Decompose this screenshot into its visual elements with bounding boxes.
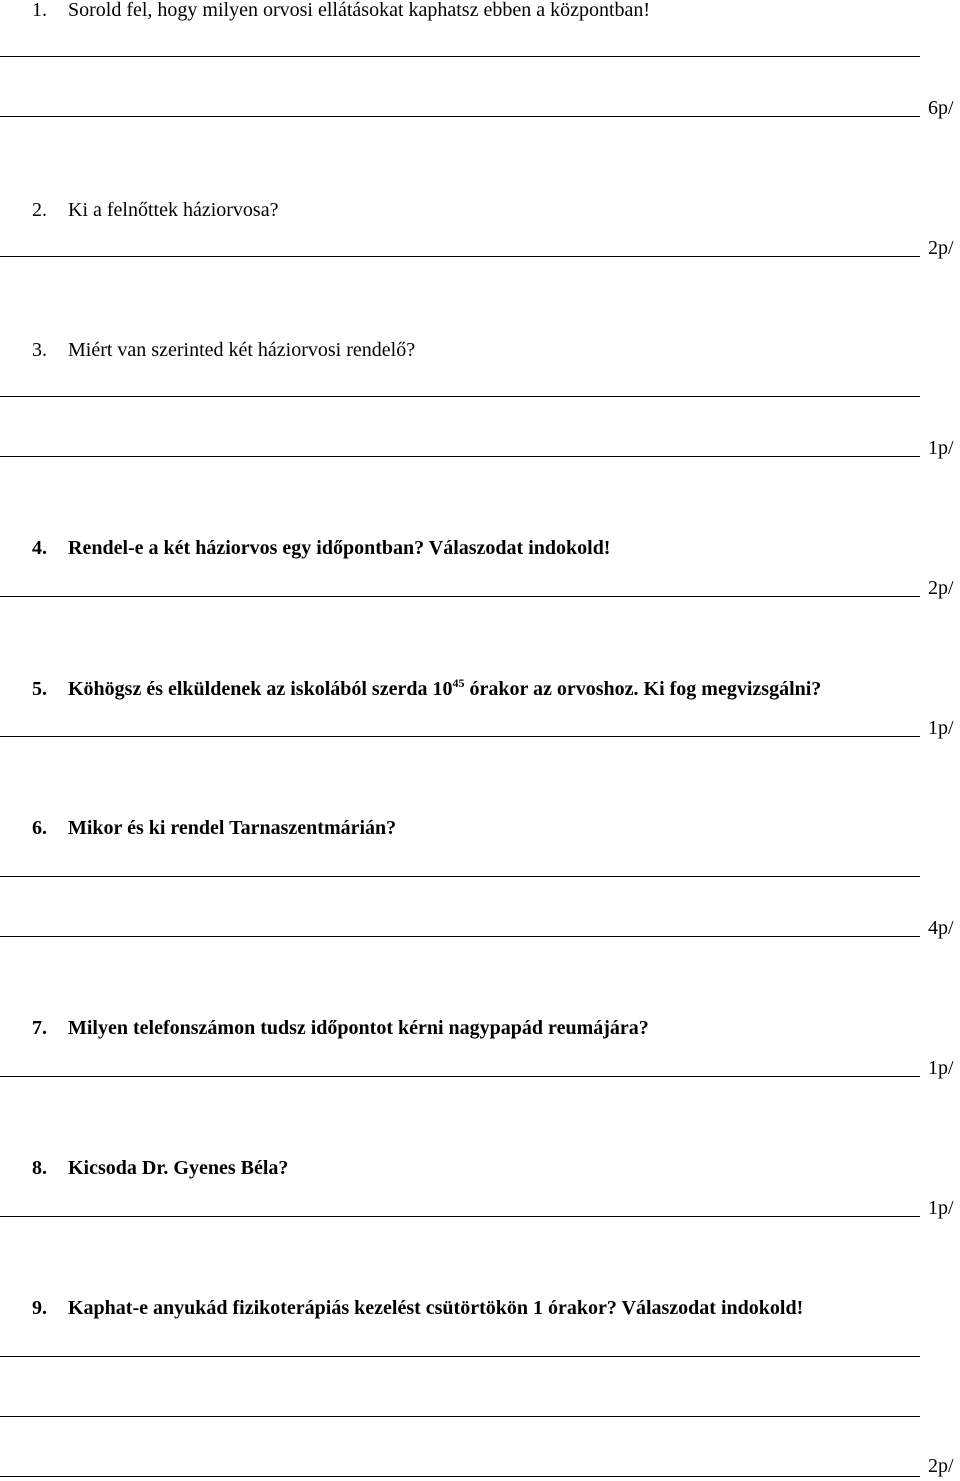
points-label: 2p/: [928, 577, 954, 599]
points-label: 1p/: [928, 717, 954, 739]
points-label: 4p/: [928, 917, 954, 939]
question-6: [32, 816, 396, 840]
question-3: [32, 338, 415, 362]
points-label: 1p/: [928, 437, 954, 459]
question-number: 8.: [32, 1157, 47, 1179]
question-4: [32, 536, 610, 560]
question-number: 6.: [32, 817, 47, 839]
time-superscript: 45: [452, 676, 465, 690]
points-label: 6p/: [928, 97, 954, 119]
answer-line[interactable]: [0, 596, 920, 597]
question-5: [32, 677, 821, 701]
answer-line[interactable]: [0, 736, 920, 737]
question-text: Kaphat-e anyukád fizikoterápiás kezelést csütörtökön 1 órakor? Válaszodat indokold!: [68, 1297, 804, 1319]
points-label: 2p/: [928, 1455, 954, 1477]
answer-line[interactable]: [0, 1356, 920, 1357]
question-number: 4.: [32, 537, 47, 559]
question-number: 2.: [32, 199, 47, 221]
question-number: 5.: [32, 678, 47, 700]
question-1: [32, 0, 650, 22]
question-text-start: Köhögsz és elküldenek az iskolából szerda 10: [68, 678, 453, 700]
answer-line[interactable]: [0, 396, 920, 397]
question-number: 7.: [32, 1017, 47, 1039]
question-7: [32, 1016, 649, 1040]
answer-line[interactable]: [0, 456, 920, 457]
points-label: 1p/: [928, 1057, 954, 1079]
question-text-end: órakor az orvoshoz. Ki fog megvizsgálni?: [464, 678, 822, 700]
points-label: 1p/: [928, 1197, 954, 1219]
points-label: 2p/: [928, 237, 954, 259]
answer-line[interactable]: [0, 876, 920, 877]
answer-line[interactable]: [0, 56, 920, 57]
question-text: Sorold fel, hogy milyen orvosi ellátásokat kaphatsz ebben a központban!: [68, 0, 651, 21]
question-number: 9.: [32, 1297, 47, 1319]
question-text: Kicsoda Dr. Gyenes Béla?: [68, 1157, 289, 1179]
question-text: Rendel-e a két háziorvos egy időpontban? Válaszodat indokold!: [68, 537, 611, 559]
question-8: [32, 1156, 288, 1180]
answer-line[interactable]: [0, 1076, 920, 1077]
question-number: 3.: [32, 339, 47, 361]
question-text: Miért van szerinted két háziorvosi rendelő?: [68, 339, 416, 361]
answer-line[interactable]: [0, 1216, 920, 1217]
question-number: 1.: [32, 0, 47, 21]
answer-line[interactable]: [0, 256, 920, 257]
answer-line[interactable]: [0, 1476, 920, 1477]
question-text: Ki a felnőttek háziorvosa?: [68, 199, 279, 221]
question-text: Milyen telefonszámon tudsz időpontot kérni nagypapád reumájára?: [68, 1017, 649, 1039]
answer-line[interactable]: [0, 936, 920, 937]
question-2: [32, 198, 278, 222]
question-9: [32, 1296, 803, 1320]
answer-line[interactable]: [0, 1416, 920, 1417]
question-text: Mikor és ki rendel Tarnaszentmárián?: [68, 817, 397, 839]
answer-line[interactable]: [0, 116, 920, 117]
